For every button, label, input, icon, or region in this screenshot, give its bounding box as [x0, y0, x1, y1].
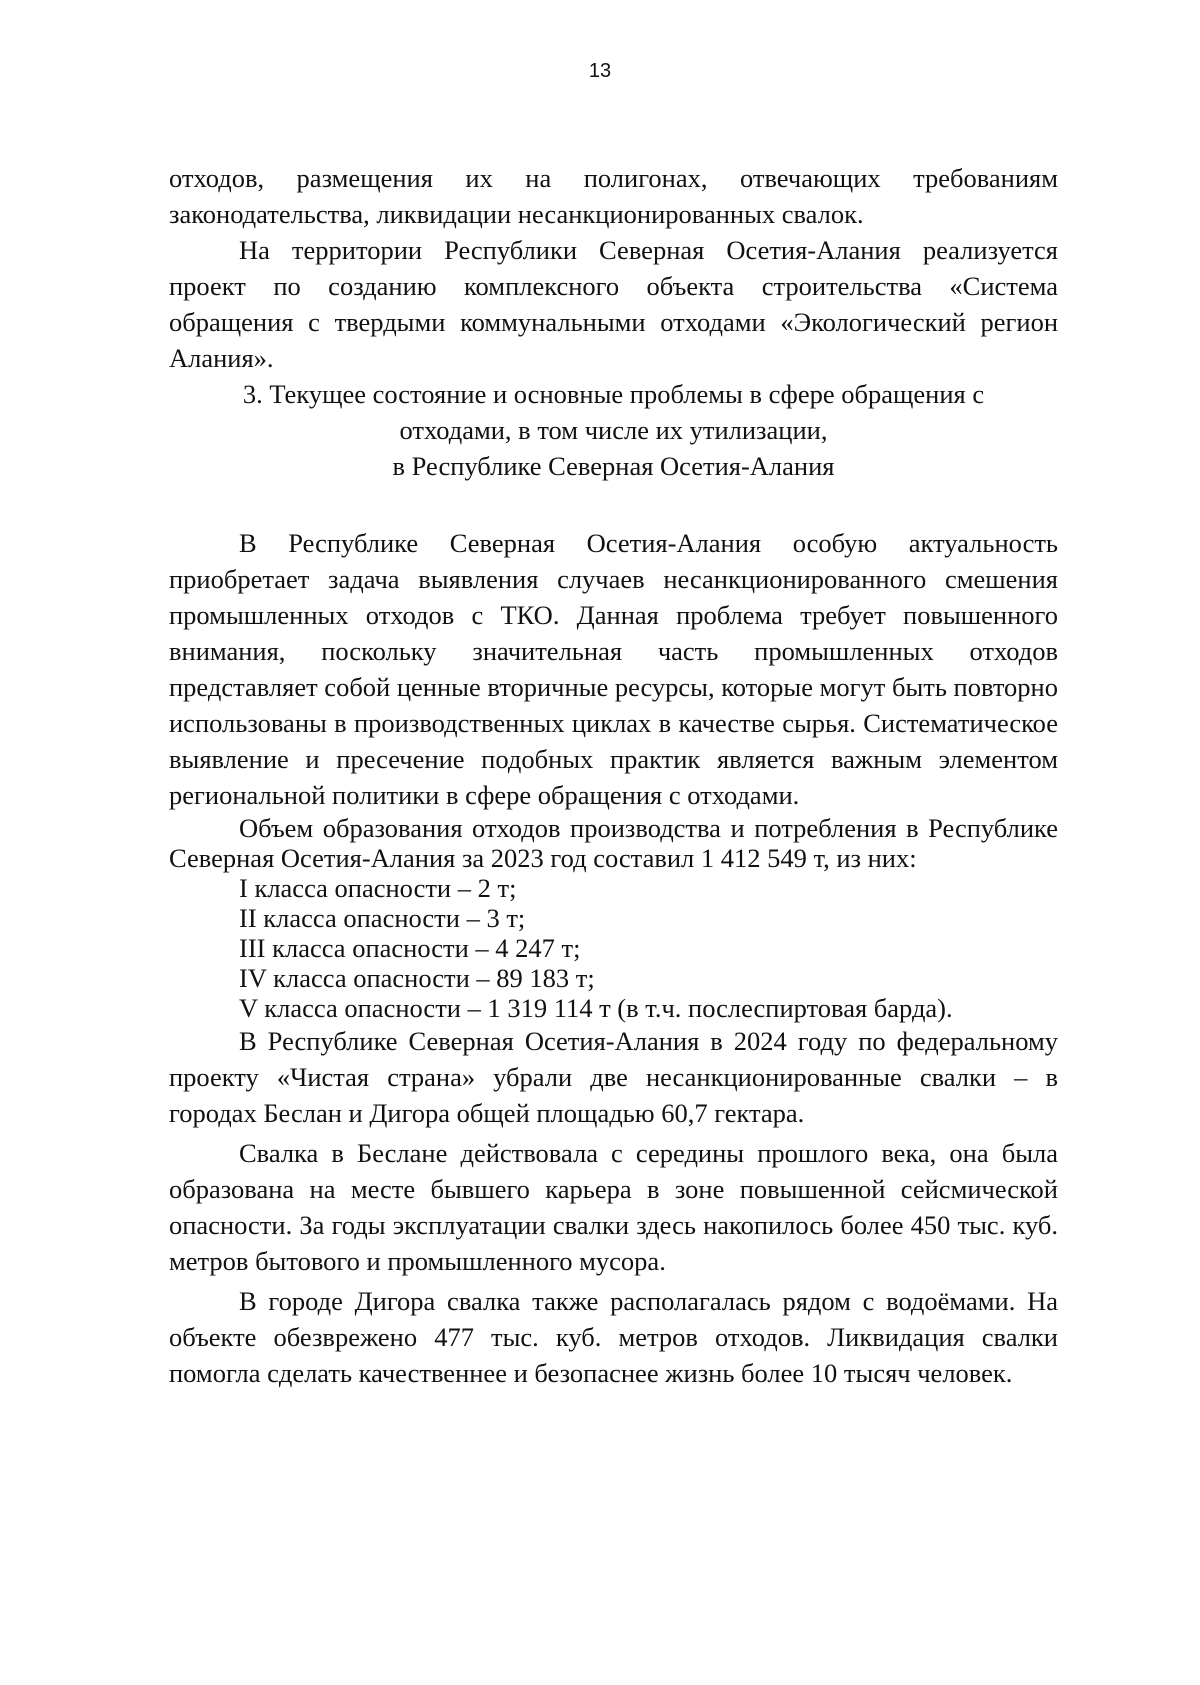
- hazard-class-item: V класса опасности – 1 319 114 т (в т.ч. послеспиртовая барда).: [239, 993, 953, 1023]
- section-paragraph-1: В Республике Северная Осетия-Алания особую актуальность приобретает задача выявления случаев несанкционированного смешения промышленных отходов с ТКО. Данная проблема требует повышенного внимания, поскольку значительная часть промышленных отходов представляет собой ценные вторичные ресурсы, которые могут быть повторно использованы в производственных циклах в качестве сырья. Систематическое выявление и пресечение подобных практик является важным элементом региональной политики в сфере обращения с отходами.: [169, 528, 1058, 810]
- section-heading-line-3: в Республике Северная Осетия-Алания: [392, 451, 835, 481]
- intro-paragraph-1: отходов, размещения их на полигонах, отвечающих требованиям законодательства, ликвидации несанкционированных свалок.: [169, 163, 1058, 229]
- section-paragraph-5: В городе Дигора свалка также располагалась рядом с водоёмами. На объекте обезврежено 477 тыс. куб. метров отходов. Ликвидация свалки помогла сделать качественнее и безопаснее жизнь более 10 тысяч человек.: [169, 1286, 1058, 1388]
- section-paragraph-4: Свалка в Беслане действовала с середины прошлого века, она была образована на месте бывшего карьера в зоне повышенной сейсмической опасности. За годы эксплуатации свалки здесь накопилось более 450 тыс. куб. метров бытового и промышленного мусора.: [169, 1138, 1058, 1276]
- intro-block: [169, 160, 1058, 376]
- hazard-class-item: IV класса опасности – 89 183 т;: [239, 963, 595, 993]
- hazard-class-item: I класса опасности – 2 т;: [239, 873, 517, 903]
- hazard-class-item: III класса опасности – 4 247 т;: [239, 933, 581, 963]
- intro-paragraph-2: На территории Республики Северная Осетия-Алания реализуется проект по созданию комплексного объекта строительства «Система обращения с твердыми коммунальными отходами «Экологический регион Алания».: [169, 235, 1058, 373]
- page-number: 13: [588, 60, 612, 82]
- section-body: [169, 525, 1058, 1391]
- section-paragraph-3: В Республике Северная Осетия-Алания в 2024 году по федеральному проекту «Чистая страна» убрали две несанкционированные свалки – в городах Беслан и Дигора общей площадью 60,7 гектара.: [169, 1026, 1058, 1128]
- hazard-class-item: II класса опасности – 3 т;: [239, 903, 526, 933]
- section-paragraph-2: Объем образования отходов производства и потребления в Республике Северная Осетия-Алания за 2023 год составил 1 412 549 т, из них:: [169, 813, 1058, 873]
- section-heading-line-1: 3. Текущее состояние и основные проблемы в сфере обращения с: [242, 379, 985, 409]
- hazard-class-list: [169, 873, 1058, 1023]
- section-heading-line-2: отходами, в том числе их утилизации,: [399, 415, 828, 445]
- section-heading: [169, 376, 1058, 484]
